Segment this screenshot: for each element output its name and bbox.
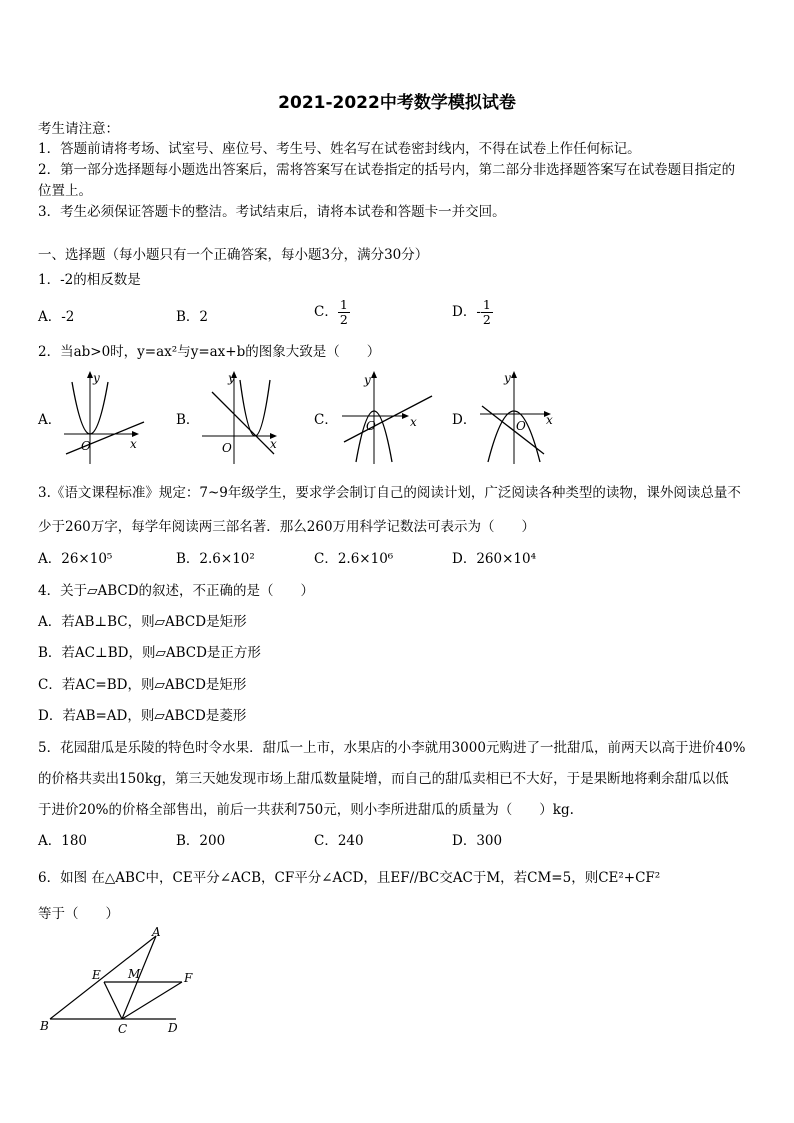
point-M: M [128, 967, 141, 981]
notice-item-1: 1．答题前请将考场、试室号、座位号、考生号、姓名写在试卷密封线内，不得在试卷上作任何标记。 [38, 141, 641, 157]
notice-heading: 考生请注意： [38, 121, 119, 137]
q1-option-d-fraction: $\frac{1}{2}$ [482, 297, 491, 327]
y-label: y [228, 371, 235, 385]
q1-option-b[interactable]: B．2 [176, 309, 209, 325]
q5-option-d[interactable]: D．300 [452, 833, 503, 849]
notice-item-2: 2．第一部分选择题每小题选出答案后，需将答案写在试卷指定的括号内，第二部分非选择题答案写在试卷题目指定的 [38, 162, 736, 178]
y-label: y [93, 371, 100, 385]
origin-label: O [516, 419, 526, 433]
q3-stem-line2: 少于260万字，每学年阅读两三部名著．那么260万用科学记数法可表示为（ ） [38, 519, 536, 535]
q2-label-d[interactable]: D． [452, 412, 477, 428]
y-label: y [504, 371, 511, 385]
point-E: E [92, 968, 101, 982]
x-label: x [546, 413, 553, 427]
section-heading: 一、选择题（每小题只有一个正确答案，每小题3分，满分30分） [38, 247, 429, 263]
x-label: x [130, 437, 137, 451]
q5-stem-line1: 5．花园甜瓜是乐陵的特色时令水果．甜瓜一上市，水果店的小李就用3000元购进了一批甜瓜，前两天以高于进价40% [38, 740, 746, 756]
q3-option-b[interactable]: B．2.6×10² [176, 551, 255, 567]
q6-stem-line1: 6．如图 在△ABC中，CE平分∠ACB，CF平分∠ACD，且EF//BC交AC于M，若CM=5，则CE²+CF² [38, 870, 661, 886]
q1-option-c[interactable] [314, 298, 350, 327]
y-arrow [511, 371, 517, 378]
q2-graph-b [198, 368, 288, 466]
q4-option-b[interactable]: B．若AC⊥BD，则▱ABCD是正方形 [38, 645, 261, 661]
page-title: 2021-2022中考数学模拟试卷 [278, 93, 516, 113]
origin-label: O [81, 439, 91, 453]
x-label: x [410, 415, 417, 429]
q1-stem: 1．-2的相反数是 [38, 272, 141, 288]
q2-stem: 2．当ab>0时，y=ax²与y=ax+b的图象大致是（ ） [38, 344, 381, 360]
q5-option-a[interactable]: A．180 [38, 833, 88, 849]
q2-label-a[interactable]: A． [38, 412, 62, 428]
q6-stem-line2: 等于（ ） [38, 906, 119, 922]
y-label: y [364, 373, 371, 387]
point-B: B [40, 1019, 49, 1033]
q3-option-a[interactable]: A．26×10⁵ [38, 551, 113, 567]
q1-option-c-fraction: $\frac{1}{2}$ [339, 297, 348, 327]
q2-label-b[interactable]: B． [176, 412, 200, 428]
point-D: D [168, 1021, 178, 1035]
q2-graph-d [474, 368, 574, 466]
q2-graph-c [336, 368, 436, 466]
q3-option-c[interactable]: C．2.6×10⁶ [314, 551, 394, 567]
q5-option-b[interactable]: B．200 [176, 833, 226, 849]
point-C: C [118, 1022, 128, 1036]
q5-option-c[interactable]: C．240 [314, 833, 364, 849]
notice-item-3: 3．考生必须保证答题卡的整洁。考试结束后，请将本试卷和答题卡一并交回。 [38, 204, 506, 220]
y-arrow [371, 371, 377, 378]
q1-option-d[interactable] [452, 298, 493, 327]
notice-item-2-cont: 位置上。 [38, 183, 92, 199]
x-label: x [270, 437, 277, 451]
q2-label-c[interactable]: C． [314, 412, 338, 428]
q5-stem-line2: 的价格共卖出150kg，第三天她发现市场上甜瓜数量陡增，而自己的甜瓜卖相已不大好，于是果断地将剩余甜瓜以低 [38, 771, 729, 787]
point-F: F [184, 971, 193, 985]
segment-EC [104, 982, 122, 1019]
parabola [240, 380, 270, 436]
q1-option-d-label: D．- [452, 304, 481, 320]
q4-option-a[interactable]: A．若AB⊥BC，则▱ABCD是矩形 [38, 614, 247, 630]
line [344, 396, 432, 442]
origin-label: O [222, 441, 232, 455]
q1-option-c-label: C． [314, 304, 338, 320]
q3-stem-line1: 3.《语文课程标准》规定：7~9年级学生，要求学会制订自己的阅读计划，广泛阅读各种类型的读物，课外阅读总量不 [38, 485, 741, 501]
q4-stem: 4．关于▱ABCD的叙述，不正确的是（ ） [38, 583, 315, 599]
q5-stem-line3: 于进价20%的价格全部售出，前后一共获利750元，则小李所进甜瓜的质量为（ ）kg. [38, 802, 574, 818]
line [482, 406, 544, 454]
q4-option-c[interactable]: C．若AC=BD，则▱ABCD是矩形 [38, 677, 247, 693]
origin-label: O [366, 419, 376, 433]
q6-figure [36, 926, 196, 1036]
point-A: A [152, 926, 161, 939]
q1-option-a[interactable]: A．-2 [38, 309, 75, 325]
q4-option-d[interactable]: D．若AB=AD，则▱ABCD是菱形 [38, 708, 247, 724]
q3-option-d[interactable]: D．260×10⁴ [452, 551, 536, 567]
segment-CF [122, 982, 182, 1019]
q2-graph-a [60, 368, 150, 466]
x-arrow [402, 413, 409, 419]
